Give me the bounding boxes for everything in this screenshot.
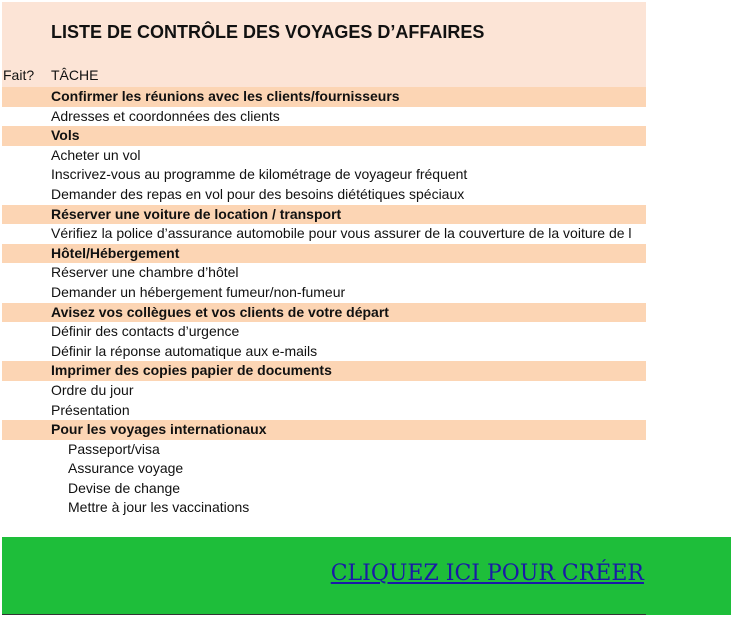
- section-row: [2, 126, 646, 146]
- task-label: Devise de change: [68, 479, 181, 496]
- section-label: Hôtel/Hébergement: [51, 244, 180, 261]
- page-title: LISTE DE CONTRÔLE DES VOYAGES D’AFFAIRES: [51, 22, 485, 42]
- section-label: Vols: [51, 127, 80, 144]
- task-label: Réserver une chambre d’hôtel: [51, 264, 239, 281]
- section-row: [2, 303, 646, 323]
- task-label: Vérifiez la police d’assurance automobile pour vous assurer de la couverture de la voiture de l: [51, 225, 632, 242]
- task-label: Demander des repas en vol pour des besoins diététiques spéciaux: [51, 185, 465, 202]
- task-row: [2, 263, 646, 283]
- task-row: [2, 165, 646, 185]
- section-row: [2, 420, 646, 440]
- column-header-task: TÂCHE: [51, 67, 99, 83]
- task-row: [2, 224, 646, 244]
- task-row: [2, 381, 646, 401]
- task-label: Adresses et coordonnées des clients: [51, 107, 280, 124]
- section-label: Confirmer les réunions avec les clients/fournisseurs: [51, 88, 400, 104]
- task-label: Inscrivez-vous au programme de kilométrage de voyageur fréquent: [51, 166, 468, 183]
- create-link[interactable]: CLIQUEZ ICI POUR CRÉER: [330, 561, 644, 586]
- task-label: Assurance voyage: [68, 460, 184, 477]
- task-label: Définir la réponse automatique aux e-mails: [51, 342, 318, 359]
- task-row: [2, 107, 646, 127]
- task-row: [2, 401, 646, 421]
- task-row: [2, 459, 646, 479]
- column-header-done: Fait?: [3, 67, 35, 83]
- task-label: Acheter un vol: [51, 146, 141, 163]
- section-row: [2, 205, 646, 225]
- task-label: Mettre à jour les vaccinations: [68, 499, 250, 516]
- task-row: [2, 322, 646, 342]
- task-row: [2, 342, 646, 362]
- section-row: [2, 87, 646, 107]
- task-label: Définir des contacts d’urgence: [51, 323, 240, 340]
- task-row: [2, 283, 646, 303]
- task-row: [2, 146, 646, 166]
- task-label: Présentation: [51, 401, 130, 418]
- task-label: Demander un hébergement fumeur/non-fumeur: [51, 283, 346, 300]
- section-row: [2, 244, 646, 264]
- section-label: Réserver une voiture de location / transport: [51, 205, 342, 222]
- task-row: [2, 440, 646, 460]
- task-row: [2, 498, 646, 518]
- task-label: Passeport/visa: [68, 440, 160, 457]
- section-label: Pour les voyages internationaux: [51, 421, 267, 438]
- section-label: Avisez vos collègues et vos clients de votre départ: [51, 303, 389, 320]
- task-label: Ordre du jour: [51, 381, 134, 398]
- section-row: [2, 361, 646, 381]
- section-label: Imprimer des copies papier de documents: [51, 362, 332, 379]
- cta-banner: [2, 537, 731, 615]
- header-band: [2, 2, 646, 87]
- task-row: [2, 185, 646, 205]
- divider: [2, 614, 646, 615]
- task-row: [2, 479, 646, 499]
- task-list: [2, 87, 731, 518]
